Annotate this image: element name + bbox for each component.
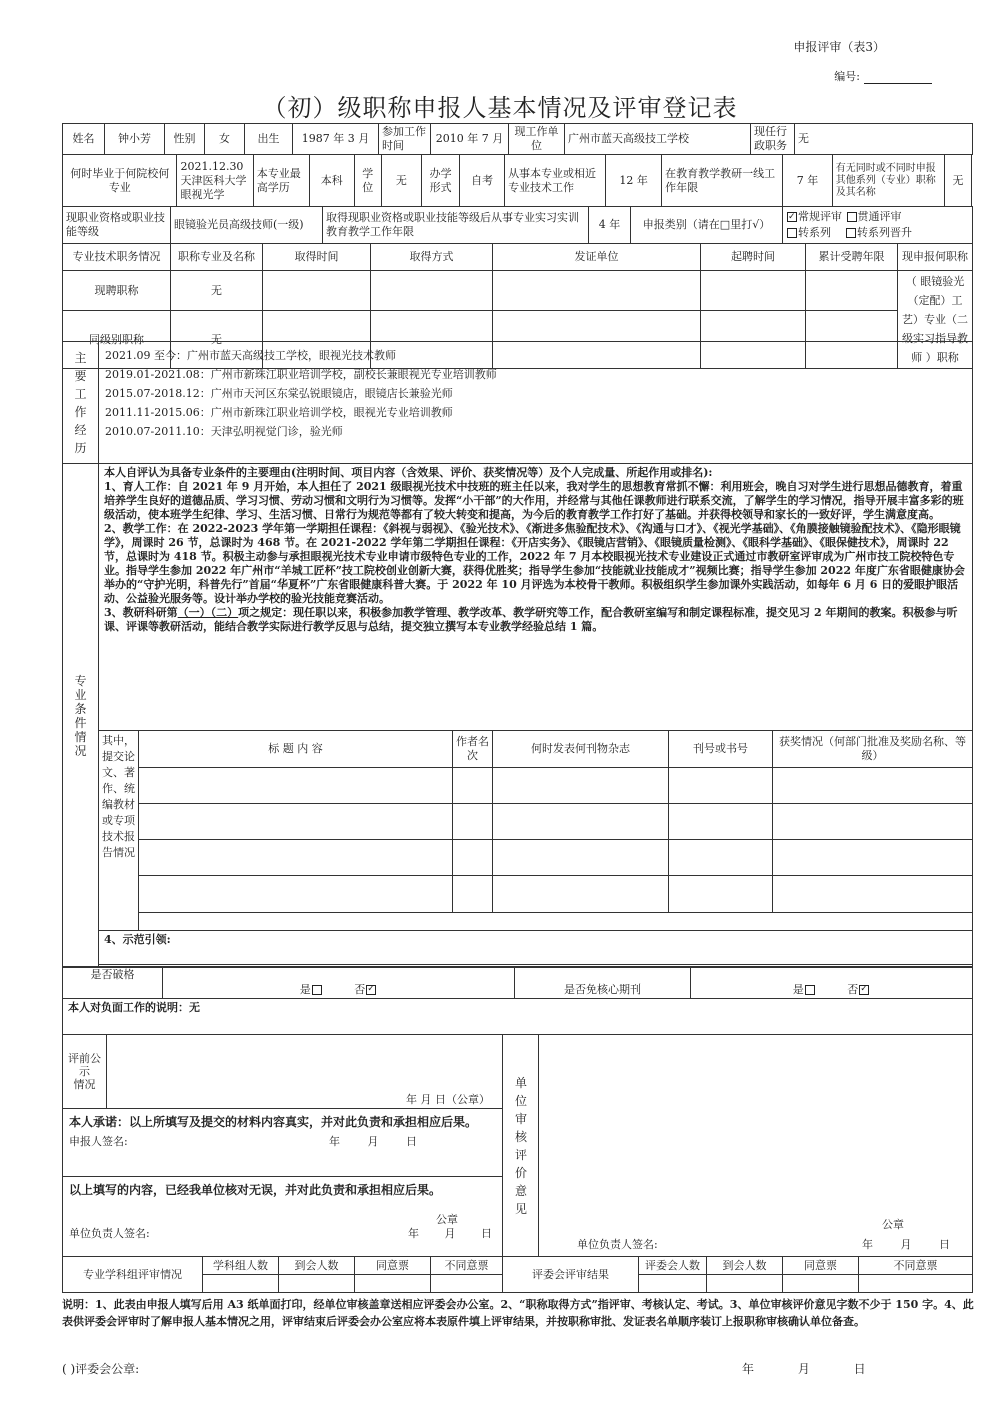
- serial-number: [834, 68, 932, 84]
- negative-statement[interactable]: 本人对负面工作的说明：无: [63, 999, 973, 1035]
- qual-after-label: 取得现职业资格或职业技能等级后从事专业实习实训教育教学工作年限: [323, 207, 589, 244]
- degree-label: 本专业最高学历: [253, 155, 309, 207]
- conditions-narrative[interactable]: [99, 464, 973, 731]
- name-value[interactable]: 钟小芳: [105, 124, 165, 155]
- post-col5: 起聘时间: [701, 244, 806, 271]
- pledge-sign: 申报人签名:: [69, 1135, 128, 1148]
- work-table: [62, 341, 973, 464]
- form-ref: 申报评审（表3）: [793, 40, 885, 54]
- conditions-p1: 1、育人工作：自 2021 年 9 月开始，本人担任了 2021 级眼视光技术中技班的班主任以来，我对学生的思想教育常抓不懈：利用班会，晚自习对学生进行思想品德教育，着重培养学生良好的道德品质、学习习惯、劳动习惯和文明行为习惯等。发挥“小干部”的大作用，并经常与其他任课教师进行联系交流，了解学生的学习情况，指导开展丰富多彩的班级活动，使本班学生纪律、学习、生活习惯、日常行为规范等都有了较大转变和提高，为今后的教育教学工作打好了基础。并获得校领导和家长的一致好评，学生满意度高。: [104, 480, 964, 521]
- other-value[interactable]: 无: [944, 155, 971, 207]
- footer-seal: ( )评委会公章:: [62, 1362, 140, 1376]
- unit-review-seal: 公章: [882, 1218, 904, 1231]
- notes: 说明：1、此表由申报人填写后用 A3 纸单面打印，经单位审核盖章送相应评委会办公室。2、“职称取得方式”指评审、考核认定、考试。3、单位审核评价意见字数不少于 150 字。4、此表供评委会评审时了解申报人基本情况之用，评审结束后评委会办公室应将本表原件填上评审结果，并按职称审批、发证表名单顺序装订上报职称审核确认单位备查。: [62, 1298, 974, 1328]
- core-yes-checkbox[interactable]: [805, 985, 815, 995]
- conditions-p4[interactable]: 4、示范引领:: [99, 931, 973, 965]
- serial-label: 编号:: [834, 70, 860, 83]
- comm-v2[interactable]: [707, 1275, 783, 1293]
- p3-rest: 项之规定：现任职以来，积极参加教学管理、教学改革、教学研究等工作，配合教研室编写和制定课程标准，提交见习 2 年期间的教案。积极参与听课、评课等教研活动，能结合教学实际进行教学反思与总结，提交独立撰写本专业教学经验总结 1 篇。: [104, 606, 958, 633]
- unit-verify-text: 以上填写的内容，已经我单位核对无误，并对此负责和承担相应后果。: [69, 1183, 442, 1197]
- conditions-label: 专业条件情况: [63, 464, 99, 968]
- post-row1-method[interactable]: [371, 271, 493, 311]
- employer-label: 现工作单位: [509, 124, 565, 155]
- gender-label: 性别: [165, 124, 205, 155]
- unit-review-block[interactable]: [539, 1035, 973, 1257]
- admin-post-label: 现任行政职务: [751, 124, 795, 155]
- table-row[interactable]: [139, 768, 973, 804]
- post-col4: 发证单位: [493, 244, 701, 271]
- basic-info-table: [62, 123, 973, 155]
- break-no-checkbox[interactable]: [366, 985, 376, 995]
- exempt-table: [62, 966, 973, 1035]
- group-g4: 不同意票: [431, 1257, 503, 1275]
- comm-v1[interactable]: [639, 1275, 707, 1293]
- work-item: 2021.09 至今：广州市蓝天高级技工学校，眼视光技术教师: [105, 349, 396, 362]
- work-item: 2019.01-2021.08：广州市新珠江职业培训学校，副校长兼眼视光专业培训教师: [105, 368, 497, 381]
- pledge-text: 本人承诺：以上所填写及提交的材料内容真实，并对此负责和承担相应后果。: [69, 1115, 478, 1129]
- footer: [62, 1360, 974, 1377]
- post-col3: 取得方式: [371, 244, 493, 271]
- checkbox-regular[interactable]: [787, 212, 797, 222]
- unit-verify-seal: 公章: [436, 1213, 458, 1226]
- pub-col4: 刊号或书号: [669, 731, 773, 768]
- grad-label: 何时毕业于何院校何专业: [63, 155, 177, 207]
- public-label: [63, 1035, 107, 1109]
- qualification-table: [62, 206, 973, 244]
- pub-col2: 作者名次: [453, 731, 493, 768]
- work-label: 主要工作经历: [63, 342, 99, 464]
- unit-review-sign: 单位负责人签名:: [577, 1238, 658, 1251]
- group-g2: 到会人数: [279, 1257, 355, 1275]
- mode-value[interactable]: 自考: [460, 155, 505, 207]
- group-v1[interactable]: [203, 1275, 279, 1293]
- comm-label: 评委会评审结果: [503, 1257, 639, 1293]
- checkbox-transfer-promote[interactable]: [846, 228, 856, 238]
- unit-review-sign-row: [549, 1232, 962, 1250]
- conditions-table: [62, 463, 973, 968]
- apply-type-options: [783, 207, 973, 244]
- core-no-label: 否: [847, 983, 859, 996]
- post-row1-issuer[interactable]: [493, 271, 701, 311]
- post-row1-value[interactable]: 无: [171, 271, 263, 311]
- core-yes-label: 是: [792, 983, 804, 996]
- degree-value[interactable]: 本科: [309, 155, 354, 207]
- group-g1: 学科组人数: [203, 1257, 279, 1275]
- comm-v3[interactable]: [783, 1275, 859, 1293]
- table-row[interactable]: [139, 876, 973, 913]
- other-label: 有无同时或不同时申报其他系列（专业）职称及其名称: [832, 155, 944, 207]
- group-v3[interactable]: [355, 1275, 431, 1293]
- table-row[interactable]: [139, 804, 973, 840]
- footer-date: 年 月 日: [742, 1362, 866, 1376]
- work-item: 2011.11-2015.06：广州市新珠江职业培训学校，眼视光专业培训教师: [105, 406, 453, 419]
- pub-col1: 标 题 内 容: [139, 731, 453, 768]
- apply-type-label: 申报类别（请在□里打√）: [631, 207, 783, 244]
- checkbox-transfer[interactable]: [787, 228, 797, 238]
- years-label: 从事本专业或相近专业技术工作: [505, 155, 606, 207]
- break-yes-label: 是: [299, 983, 311, 996]
- core-options: [691, 967, 973, 999]
- table-row[interactable]: [139, 840, 973, 876]
- gender-value[interactable]: 女: [205, 124, 245, 155]
- break-no-label: 否: [354, 983, 366, 996]
- core-label: 是否免核心期刊: [515, 967, 691, 999]
- post-col7: 现申报何职称: [898, 244, 973, 271]
- work-start-value[interactable]: 2010 年 7 月: [431, 124, 509, 155]
- comm-c2: 到会人数: [707, 1257, 783, 1275]
- post-row2-label: 同级别职称: [63, 311, 171, 369]
- page-title: （初）级职称申报人基本情况及评审登记表: [262, 94, 738, 122]
- comm-v4[interactable]: [859, 1275, 973, 1293]
- admin-post-value[interactable]: 无: [795, 124, 973, 155]
- p3-start: 3、教研科研第: [104, 606, 178, 619]
- education-table: [62, 154, 972, 207]
- vote-table: [62, 1256, 973, 1293]
- birth-value[interactable]: 1987 年 3 月: [293, 124, 379, 155]
- name-label: 姓名: [63, 124, 105, 155]
- pub-grid: [139, 731, 973, 931]
- mode-label: 办学形式: [422, 155, 460, 207]
- group-g3: 同意票: [355, 1257, 431, 1275]
- public-label-2: 情况: [73, 1078, 96, 1091]
- post-col0: 专业技术职务情况: [63, 244, 171, 271]
- group-v4[interactable]: [431, 1275, 503, 1293]
- pledge-block[interactable]: [63, 1109, 503, 1177]
- xuewei-value[interactable]: 无: [381, 155, 421, 207]
- group-v2[interactable]: [279, 1275, 355, 1293]
- conditions-p2: 2、教学工作：在 2022-2023 学年第一学期担任课程：《斜视与弱视》、《验光技术》、《渐进多焦验配技术》、《沟通与口才》、《视光学基础》、《角膜接触镜验配技术》、《隐形眼镜学》，周课时 26 节，总课时为 468 节。在 2021-2022 学年第二学期担任课程：《开店实务》、《眼镜店营销》、《眼镜质量检测》、《眼科学基础》、《眼保健技术》，周课时 22 节，总课时为 418 节。积极主动参与承担眼视光技术专业申请市级特色专业的工作，2022 年 7 月本校眼视光技术专业建设正式通过市教研室评审成为广州市技工院校特色专业。指导学生参加 2022 年广州市“羊城工匠杯”技工院校创业创新大赛，获得优胜奖；指导学生参加“技能就业技能成才”视频比赛；指导学生参加 2022 年度广东省眼健康协会举办的“守护光明，科普先行”首届“华夏杯”广东省眼健康科普大赛。于 2022 年 10 月评选为本校骨干教师。积极组织学生参加课外实践活动，如每年 6 月 6 日的爱眼护眼活动、公益验光服务等。设计举办学校的验光技能竞赛活动。: [104, 522, 965, 605]
- post-col2: 取得时间: [263, 244, 371, 271]
- p3-items: （一）（二）: [177, 606, 239, 619]
- post-row2-value[interactable]: 无: [171, 311, 263, 369]
- work-item: 2015.07-2018.12：广州市天河区东棠弘锐眼镜店，眼镜店长兼验光师: [105, 387, 453, 400]
- qual-label: 现职业资格或职业技能等级: [63, 207, 171, 244]
- work-list: [99, 342, 973, 464]
- teach-label: 在教育教学教研一线工作年限: [662, 155, 783, 207]
- birth-label: 出生: [245, 124, 293, 155]
- signoff-table: [62, 1034, 973, 1257]
- opt-transfer-promote: 转系列晋升: [857, 226, 912, 239]
- grad-value[interactable]: 2021.12.30 天津医科大学 眼视光学: [177, 155, 253, 207]
- years-value[interactable]: 12 年: [606, 155, 662, 207]
- unit-verify-date: 年 月 日: [408, 1227, 492, 1240]
- break-yes-checkbox[interactable]: [312, 985, 322, 995]
- pub-inner-table: [139, 731, 973, 914]
- post-row1-time[interactable]: [263, 271, 371, 311]
- conditions-p3: [104, 606, 967, 634]
- opt-regular: 常规评审: [798, 210, 842, 223]
- teach-value[interactable]: 7 年: [783, 155, 832, 207]
- comm-c1: 评委会人数: [639, 1257, 707, 1275]
- serial-blank[interactable]: [864, 71, 932, 84]
- xuewei-label: 学位: [354, 155, 381, 207]
- pub-col3: 何时发表何刊物杂志: [493, 731, 669, 768]
- conditions-intro: 本人自评认为具备专业条件的主要理由(注明时间、项目内容（含效果、评价、获奖情况等）及个人完成量、所起作用或排名):: [104, 466, 713, 479]
- checkbox-through[interactable]: [847, 212, 857, 222]
- opt-through: 贯通评审: [857, 210, 902, 223]
- unit-review-date: 年 月 日: [862, 1238, 950, 1251]
- post-row1-years[interactable]: [806, 271, 898, 311]
- work-item: 2010.07-2011.10：天津弘明视觉门诊，验光师: [105, 425, 343, 438]
- work-start-label: 参加工作时间: [379, 124, 431, 155]
- post-col1: 职称专业及名称: [171, 244, 263, 271]
- public-label-1: 评前公示: [68, 1052, 101, 1078]
- pub-label: 其中，提交论文、著作、统编教材或专项技术报告情况: [99, 731, 139, 931]
- apply-title[interactable]: （ 眼镜验光（定配）工艺）专业（二级实习指导教师 ）职称: [898, 271, 973, 369]
- opt-transfer: 转系列: [798, 226, 831, 239]
- comm-c3: 同意票: [783, 1257, 859, 1275]
- qual-value[interactable]: 眼镜验光员高级技师(一级): [171, 207, 323, 244]
- pledge-date: 年 月 日: [329, 1135, 417, 1148]
- employer-value[interactable]: 广州市蓝天高级技工学校: [565, 124, 751, 155]
- unit-verify-sign: 单位负责人签名:: [69, 1227, 150, 1240]
- group-label: 专业学科组评审情况: [63, 1257, 203, 1293]
- core-no-checkbox[interactable]: [859, 985, 869, 995]
- pub-col5: 获奖情况（何部门批准及奖励名称、等级）: [773, 731, 973, 768]
- post-row1-label: 现聘职称: [63, 271, 171, 311]
- break-label: 是否破格: [63, 967, 163, 999]
- unit-verify-sign-row: [69, 1227, 496, 1243]
- public-date[interactable]: 年 月 日（公章）: [107, 1035, 503, 1109]
- comm-c4: 不同意票: [859, 1257, 973, 1275]
- qual-after-value[interactable]: 4 年: [589, 207, 631, 244]
- post-row1-start[interactable]: [701, 271, 806, 311]
- post-col6: 累计受聘年限: [806, 244, 898, 271]
- unit-verify-block[interactable]: [63, 1177, 503, 1257]
- unit-review-label: 单位审核评价意见: [503, 1035, 539, 1257]
- break-options: [163, 967, 515, 999]
- pledge-sign-row: [69, 1135, 496, 1153]
